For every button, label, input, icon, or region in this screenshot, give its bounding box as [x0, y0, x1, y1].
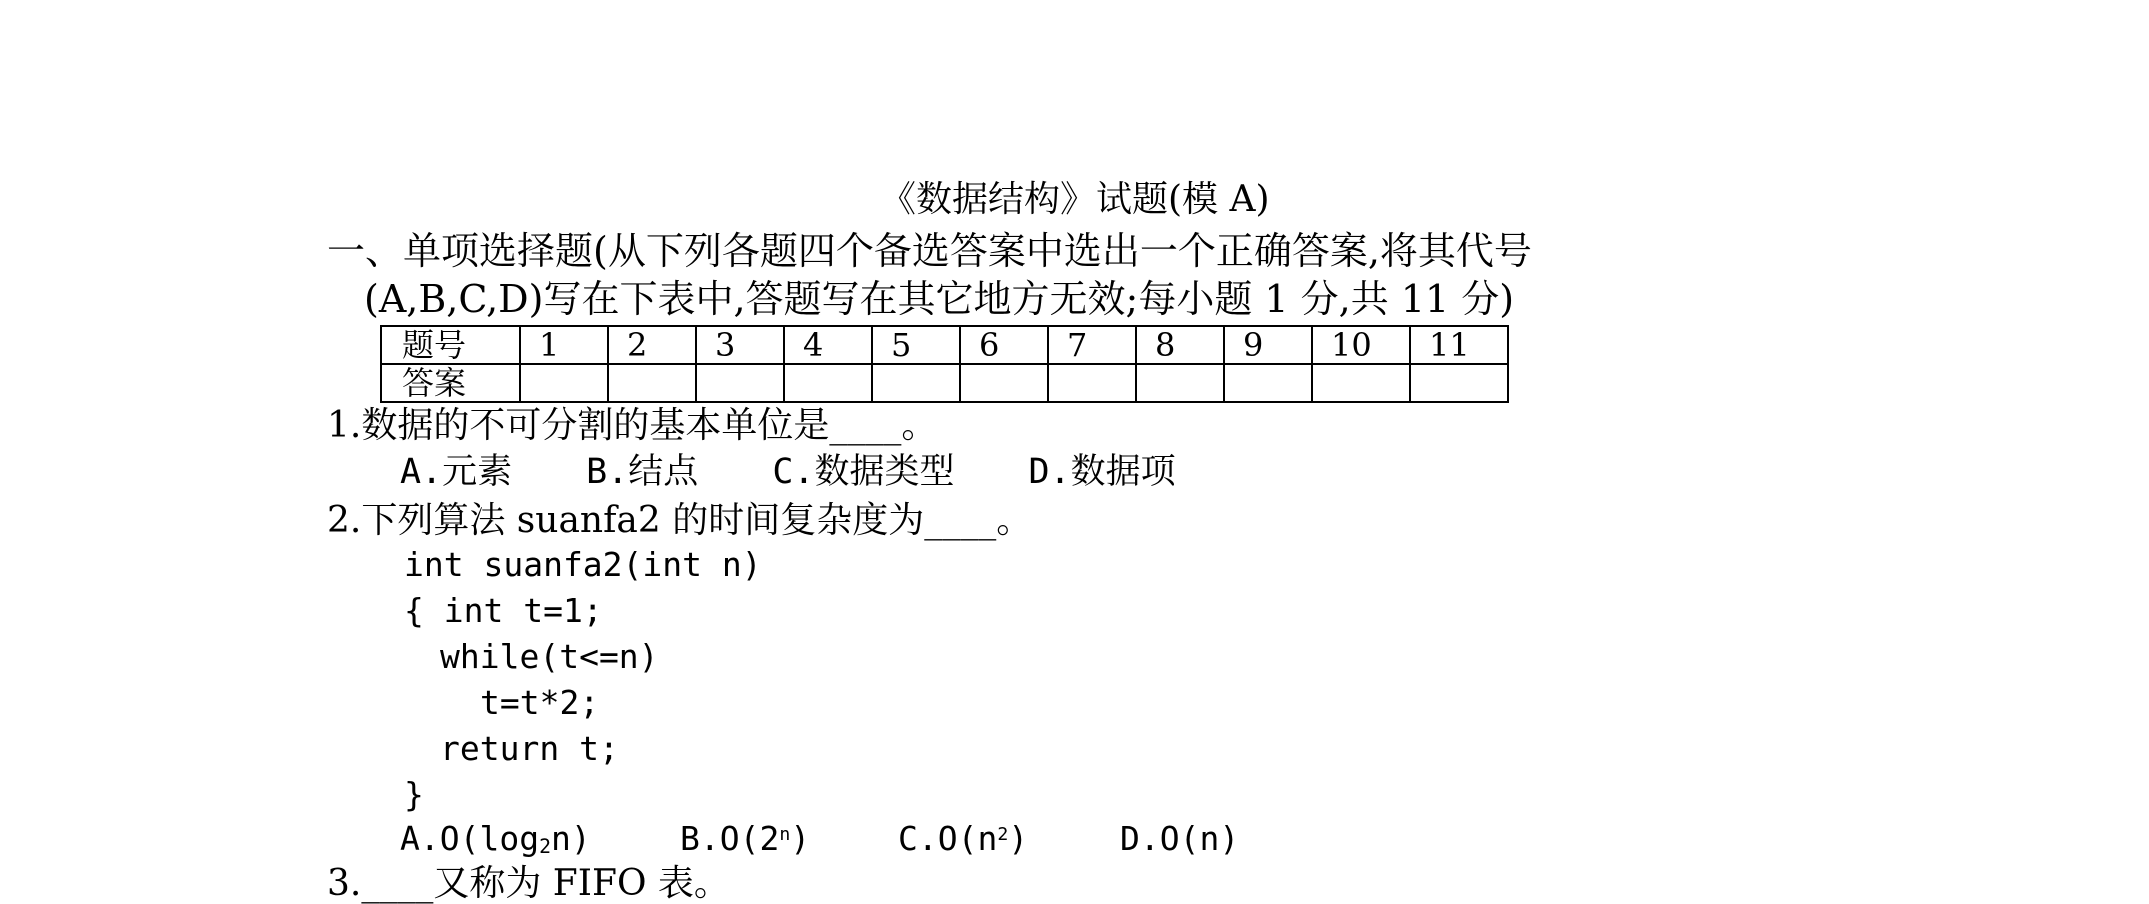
question-2-options	[400, 819, 1240, 858]
answer-cell[interactable]	[1410, 364, 1508, 402]
q1-option-d: D.数据项	[1028, 452, 1176, 492]
table-cell-number: 5	[872, 326, 960, 364]
q2-option-c: $C.O(n^2)$	[898, 819, 1029, 858]
section-heading-line-2: (A,B,C,D)写在下表中,答题写在其它地方无效;每小题 1 分,共 11 分)	[364, 277, 1515, 321]
answer-cell[interactable]	[696, 364, 784, 402]
answer-cell[interactable]	[520, 364, 608, 402]
answer-cell[interactable]	[784, 364, 872, 402]
answer-cell[interactable]	[960, 364, 1048, 402]
table-cell-number: 2	[608, 326, 696, 364]
code-line: t=t*2;	[480, 683, 600, 722]
code-line: int suanfa2(int n)	[404, 545, 762, 584]
table-cell-number: 7	[1048, 326, 1136, 364]
code-line: }	[404, 775, 424, 814]
answer-cell[interactable]	[1136, 364, 1224, 402]
table-cell-number: 6	[960, 326, 1048, 364]
answer-cell[interactable]	[1224, 364, 1312, 402]
q1-option-b: B.结点	[586, 452, 699, 492]
question-2-stem: 2.下列算法 suanfa2 的时间复杂度为____。	[327, 500, 1033, 541]
q1-option-a: A.元素	[400, 452, 513, 492]
q2-option-a: $A.O(\log_2n)$	[400, 819, 591, 858]
exam-title: 《数据结构》试题(模 A)	[880, 179, 1270, 220]
answer-cell[interactable]	[608, 364, 696, 402]
section-heading-line-1: 一、单项选择题(从下列各题四个备选答案中选出一个正确答案,将其代号	[327, 229, 1532, 273]
q1-option-c: C.数据类型	[772, 452, 955, 492]
q2-option-b: B.O(2$^n$)	[680, 819, 811, 858]
table-row-label-answer: 答案	[381, 364, 520, 402]
answer-cell[interactable]	[1048, 364, 1136, 402]
code-line: return t;	[440, 729, 619, 768]
question-1-options	[400, 452, 1250, 492]
table-cell-number: 10	[1312, 326, 1410, 364]
table-cell-number: 3	[696, 326, 784, 364]
table-cell-number: 8	[1136, 326, 1224, 364]
answer-cell[interactable]	[1312, 364, 1410, 402]
answer-cell[interactable]	[872, 364, 960, 402]
table-cell-number: 11	[1410, 326, 1508, 364]
table-cell-number: 1	[520, 326, 608, 364]
code-line: { int t=1;	[404, 591, 603, 630]
question-3-stem: 3.____又称为 FIFO 表。	[327, 863, 730, 904]
table-cell-number: 9	[1224, 326, 1312, 364]
question-1-stem: 1.数据的不可分割的基本单位是____。	[327, 405, 938, 446]
code-line: while(t<=n)	[440, 637, 659, 676]
q2-option-d: D.O(n)	[1120, 819, 1240, 858]
answer-table-number-row	[381, 326, 1508, 364]
answer-table-answer-row	[381, 364, 1508, 402]
table-row-label-number: 题号	[381, 326, 520, 364]
table-cell-number: 4	[784, 326, 872, 364]
answer-table	[380, 325, 1509, 403]
